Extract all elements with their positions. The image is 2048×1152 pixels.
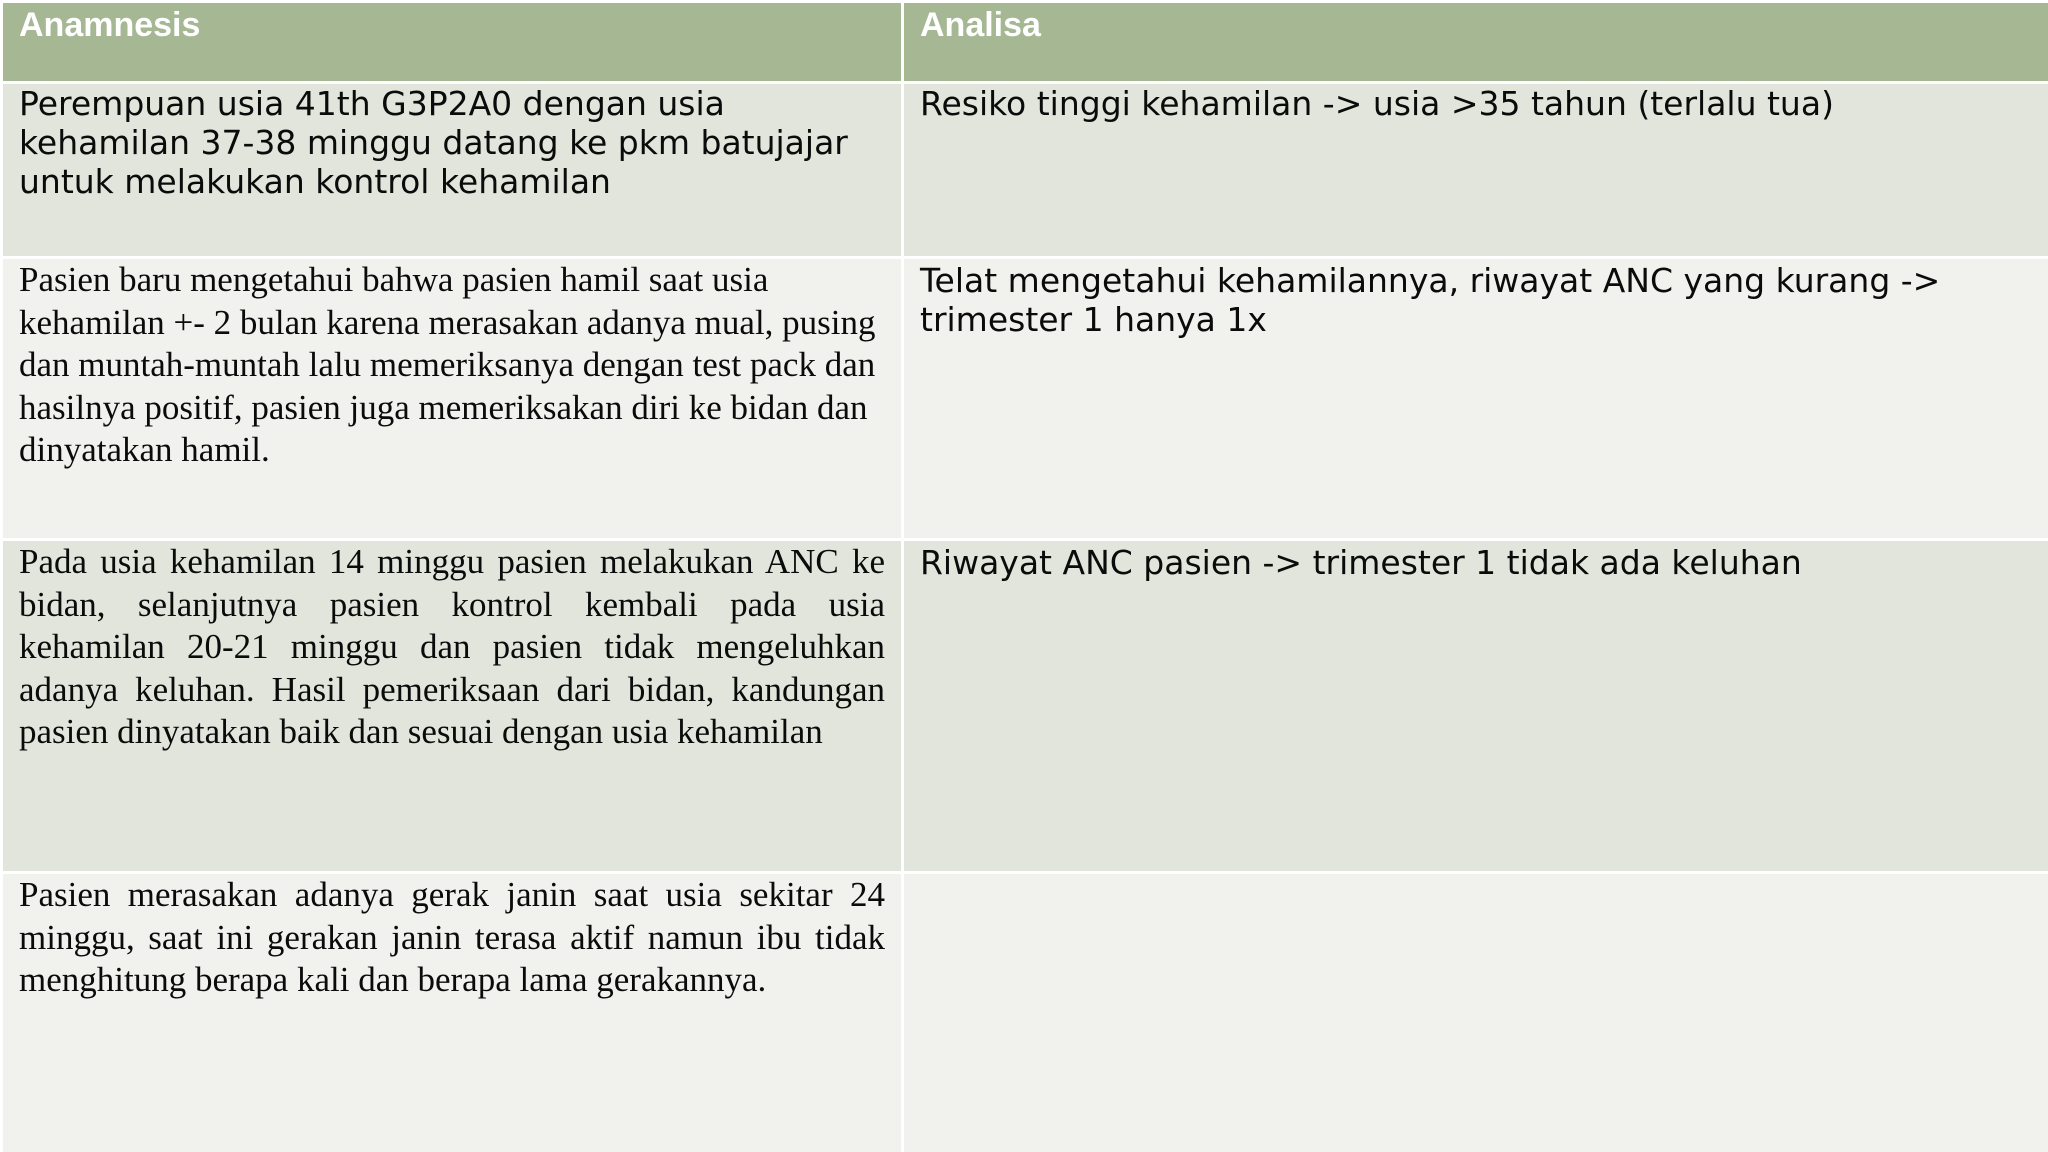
table-row bbox=[2, 873, 2048, 1152]
anamnesis-text: Perempuan usia 41th G3P2A0 dengan usia kehamilan 37-38 minggu datang ke pkm batujajar untuk melakukan kontrol kehamilan bbox=[19, 84, 848, 201]
anamnesis-cell bbox=[2, 83, 903, 258]
analisa-cell bbox=[903, 873, 2048, 1152]
table-row bbox=[2, 258, 2048, 540]
table-row bbox=[2, 83, 2048, 258]
analisa-text: Telat mengetahui kehamilannya, riwayat ANC yang kurang -> trimester 1 hanya 1x bbox=[920, 261, 1941, 339]
header-analisa: Analisa bbox=[903, 2, 2048, 83]
analisa-cell bbox=[903, 258, 2048, 540]
anamnesis-cell bbox=[2, 540, 903, 873]
anamnesis-text: Pasien baru mengetahui bahwa pasien hamil saat usia kehamilan +- 2 bulan karena merasakan adanya mual, pusing dan muntah-muntah lalu memeriksanya dengan test pack dan hasilnya positif, pasien juga memeriksakan diri ke bidan dan dinyatakan hamil. bbox=[19, 260, 876, 469]
anamnesis-text: Pasien merasakan adanya gerak janin saat usia sekitar 24 minggu, saat ini gerakan janin terasa aktif namun ibu tidak menghitung berapa kali dan berapa lama gerakannya. bbox=[19, 875, 885, 999]
anamnesis-cell bbox=[2, 873, 903, 1152]
analisa-text: Resiko tinggi kehamilan -> usia >35 tahun (terlalu tua) bbox=[920, 84, 1834, 123]
header-anamnesis: Anamnesis bbox=[2, 2, 903, 83]
anamnesis-cell bbox=[2, 258, 903, 540]
analisa-text: Riwayat ANC pasien -> trimester 1 tidak ada keluhan bbox=[920, 543, 1802, 582]
anamnesis-text: Pada usia kehamilan 14 minggu pasien melakukan ANC ke bidan, selanjutnya pasien kontrol kembali pada usia kehamilan 20-21 minggu dan pasien tidak mengeluhkan adanya keluhan. Hasil pemeriksaan dari bidan, kandungan pasien dinyatakan baik dan sesuai dengan usia kehamilan bbox=[19, 542, 885, 751]
table-row bbox=[2, 540, 2048, 873]
analisa-cell bbox=[903, 540, 2048, 873]
table-header-row bbox=[2, 2, 2048, 83]
analisa-cell bbox=[903, 83, 2048, 258]
